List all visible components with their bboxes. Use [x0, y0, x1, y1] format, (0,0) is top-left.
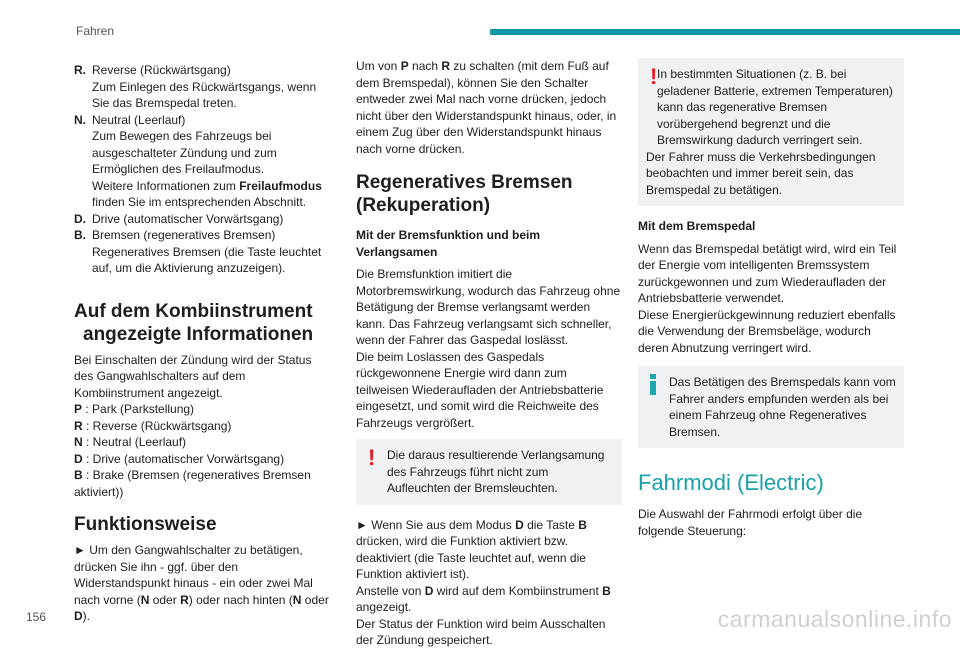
energy-paragraph: Die beim Loslassen des Gaspedals rückgewonnene Energie wird dann zum teilweisen Wiederaufladen der Antriebsbatterie eingesetzt, und somit wird die Reichweite des Fahrzeugs vergrößert.: [356, 349, 604, 430]
section-title-regeneratives-bremsen: Regeneratives Bremsen (Rekuperation): [356, 172, 573, 216]
info-text: Das Betätigen des Bremspedals kann vom Fahrer anders empfunden werden als bei einem Fahrzeug ohne Regeneratives Bremsen.: [669, 375, 896, 439]
status-item: N : Neutral (Leerlauf): [74, 435, 187, 449]
column-left: [74, 62, 330, 625]
subtitle-bremspedal: Mit dem Bremspedal: [638, 219, 756, 233]
info-icon: [650, 374, 656, 396]
warning-text: In bestimmten Situationen (z. B. bei geladener Batterie, extremen Temperaturen) kann das regenerative Bremsen vorübergehend begrenzt und die Bremswirkung dadurch verringert sein.: [657, 67, 893, 147]
running-header: Fahren: [76, 24, 115, 38]
funktionsweise-paragraph: ► Um den Gangwahlschalter zu betätigen, drücken Sie ihn - ggf. über den Widerstandspunkt hinaus - ein oder zwei Mal nach vorne (N oder R) oder nach hinten (N oder D).: [74, 543, 329, 623]
column-right: [638, 58, 904, 539]
page-number: 156: [26, 610, 47, 624]
mode-item-r: R. Reverse (Rückwärtsgang) Zum Einlegen des Rückwärtsgangs, wenn Sie das Bremspedal treten.: [74, 63, 317, 110]
fahrmodi-paragraph: Die Auswahl der Fahrmodi erfolgt über die folgende Steuerung:: [638, 507, 863, 538]
verschleiss-paragraph: Diese Energierückgewinnung reduziert ebenfalls die Verwendung der Bremsbeläge, wodurch deren Abnutzung verringert wird.: [638, 307, 896, 355]
info-box: [638, 366, 904, 448]
warning-box-regen: [638, 58, 904, 206]
mode-item-b: B. Bremsen (regeneratives Bremsen) Regeneratives Bremsen (die Taste leuchtet auf, um die Aktivierung anzuzeigen).: [74, 228, 322, 275]
status-item: B : Brake (Bremsen (regeneratives Bremsen aktiviert)): [74, 468, 311, 499]
mode-item-d: D. Drive (automatischer Vorwärtsgang): [74, 211, 284, 226]
bremspedal-paragraph: Wenn das Bremspedal betätigt wird, wird ein Teil der Energie vom intelligenten Bremssystem zurückgewonnen und zum Wiederaufladen der Antriebsbatterie verwendet.: [638, 241, 897, 305]
column-middle: [356, 58, 622, 649]
shift-paragraph: Um von P nach R zu schalten (mit dem Fuß auf dem Bremspedal), können Sie den Schalter entweder zwei Mal nach vorne drücken, jedoch nicht über den Widerstandspunkt hinaus, oder, in einem Zug über den Widerstandspunkt hinaus nach vorne drücken.: [356, 59, 617, 156]
watermark: carmanualsonline.info: [717, 606, 952, 632]
status-item: D : Drive (automatischer Vorwärtsgang): [74, 451, 285, 466]
display-paragraph: Anstelle von D wird auf dem Kombiinstrument B angezeigt.: [356, 583, 611, 614]
status-saved-paragraph: Der Status der Funktion wird beim Ausschalten der Zündung gespeichert.: [356, 616, 606, 647]
bremsfunktion-paragraph: Die Bremsfunktion imitiert die Motorbremswirkung, wodurch das Fahrzeug ohne Betätigung der Bremse verlangsamt werden kann. Das Fahrzeug verlangsamt sich schneller, wenn der Fahrer das Gaspedal loslässt.: [356, 267, 621, 347]
warning-text-2: Der Fahrer muss die Verkehrsbedingungen beobachten und immer bereit sein, das Bremspedal zu betätigen.: [646, 149, 876, 197]
section-intro: Bei Einschalten der Zündung wird der Status des Gangwahlschalters auf dem Kombiinstrument angezeigt.: [74, 352, 312, 400]
freilauf-reference: Weitere Informationen zum Freilaufmodus finden Sie im entsprechenden Abschnitt.: [92, 178, 322, 209]
warning-text: Die daraus resultierende Verlangsamung des Fahrzeugs führt nicht zum Aufleuchten der Bremsleuchten.: [387, 448, 605, 495]
mode-item-n: N. Neutral (Leerlauf) Zum Bewegen des Fahrzeugs bei ausgeschalteter Zündung und zum Ermöglichen des Freilaufmodus. Weitere Informationen zum Freilaufmodus finden Sie im entsprechenden Abschnitt.: [74, 112, 330, 211]
section-title-kombiinstrument: Auf dem Kombiinstrument angezeigte Informationen: [74, 300, 314, 345]
b-button-paragraph: ► Wenn Sie aus dem Modus D die Taste B drücken, wird die Funktion aktiviert bzw. deaktiviert (die Taste leuchtet auf, wenn die Funktion aktiviert ist).: [356, 517, 587, 581]
section-title-fahrmodi: Fahrmodi (Electric): [638, 470, 824, 495]
status-item: P : Park (Parkstellung): [74, 402, 195, 416]
warning-exclamation-icon: !: [650, 64, 658, 89]
status-item: R : Reverse (Rückwärtsgang): [74, 418, 232, 433]
section-title-funktionsweise: Funktionsweise: [74, 514, 217, 535]
status-list: [74, 401, 330, 500]
header-accent-bar: [490, 29, 960, 35]
warning-exclamation-icon: !: [368, 445, 376, 470]
warning-box: [356, 439, 622, 505]
subtitle-bremsfunktion: Mit der Bremsfunktion und beim Verlangsamen: [356, 228, 541, 259]
